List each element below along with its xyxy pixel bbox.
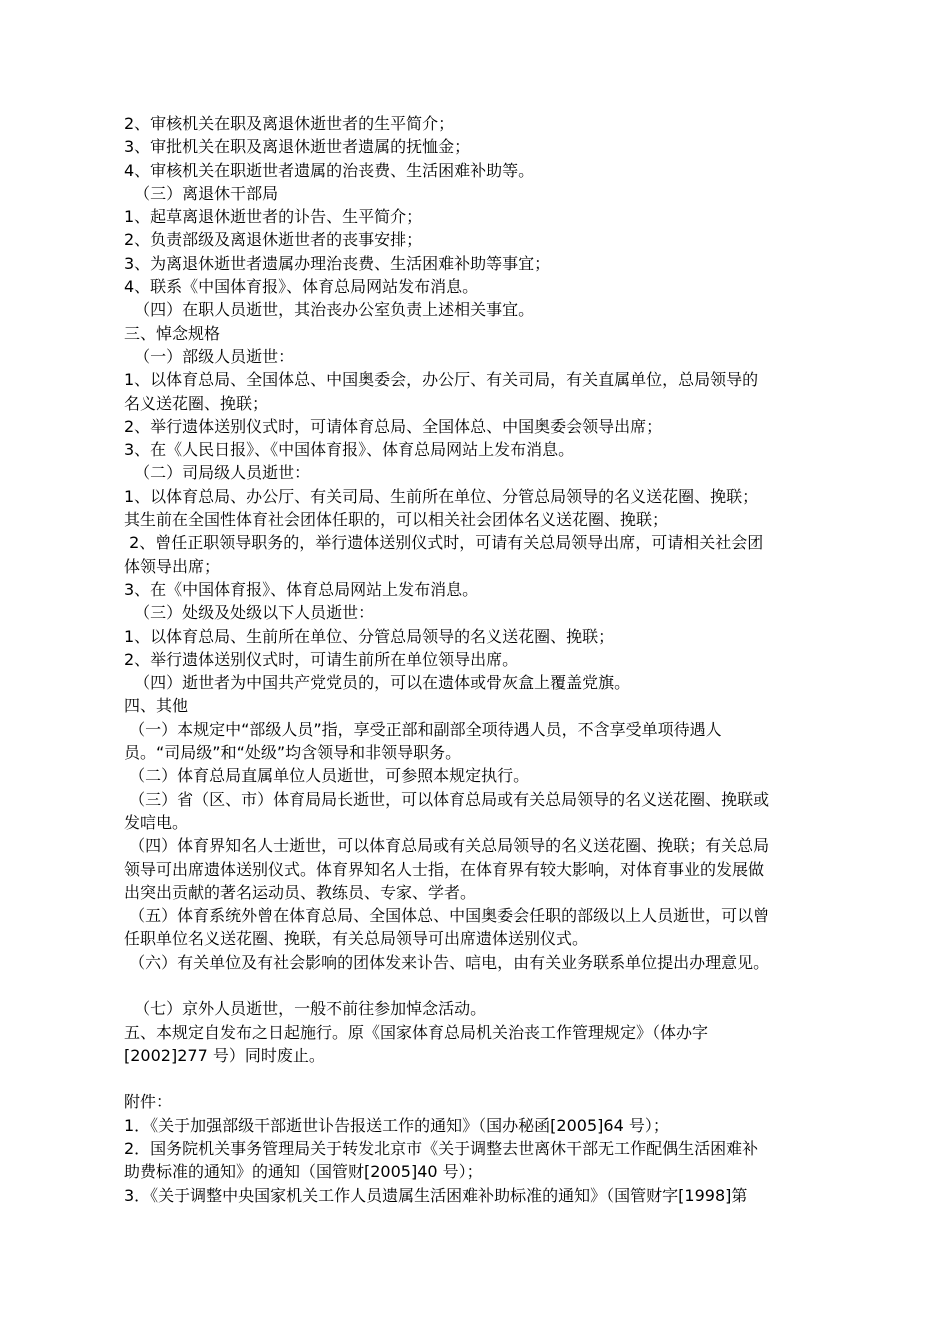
text-line: 4、审核机关在职逝世者遗属的治丧费、生活困难补助等。 (124, 160, 535, 180)
text-line: 3、为离退休逝世者遗属办理治丧费、生活困难补助等事宜； (124, 253, 551, 273)
text-line: （四）逝世者为中国共产党党员的，可以在遗体或骨灰盒上覆盖党旗。 (124, 673, 631, 693)
text-line: [2002]277 号）同时废止。 (124, 1045, 325, 1065)
text-line: 三、悼念规格 (124, 323, 221, 343)
text-line: 附件： (124, 1092, 173, 1112)
blank-line (124, 974, 830, 997)
text-line: （二）司局级人员逝世： (124, 463, 311, 483)
text-line: （一）本规定中“部级人员”指，享受正部和副部全项待遇人员，不含享受单项待遇人 (124, 719, 722, 739)
text-line: 3、在《人民日报》、《中国体育报》、体育总局网站上发布消息。 (124, 440, 575, 460)
text-line: 1、以体育总局、全国体总、中国奥委会，办公厅、有关司局，有关直属单位，总局领导的 (124, 370, 759, 390)
text-line: （三）省（区、市）体育局局长逝世，可以体育总局或有关总局领导的名义送花圈、挽联或 (124, 789, 770, 809)
text-line: （四）在职人员逝世，其治丧办公室负责上述相关事宜。 (124, 300, 535, 320)
text-line: 3．《关于调整中央国家机关工作人员遗属生活困难补助标准的通知》（国管财字[1998]第 (124, 1185, 748, 1205)
document-body (124, 112, 830, 1207)
text-line: 4、联系《中国体育报》、体育总局网站发布消息。 (124, 277, 479, 297)
text-line: 1、以体育总局、办公厅、有关司局、生前所在单位、分管总局领导的名义送花圈、挽联； (124, 486, 759, 506)
text-line: （四）体育界知名人士逝世，可以体育总局或有关总局领导的名义送花圈、挽联；有关总局 (124, 836, 770, 856)
text-line: 名义送花圈、挽联； (124, 393, 269, 413)
text-line: 员。“司局级”和“处级”均含领导和非领导职务。 (124, 743, 462, 763)
text-line: 助费标准的通知》的通知（国管财[2005]40 号）； (124, 1162, 483, 1182)
text-line: 2、审核机关在职及离退休逝世者的生平简介； (124, 114, 455, 133)
text-line: 1．《关于加强部级干部逝世讣告报送工作的通知》（国办秘函[2005]64 号）； (124, 1115, 669, 1135)
text-line: （三）处级及处级以下人员逝世： (124, 603, 375, 623)
text-line: 3、在《中国体育报》、体育总局网站上发布消息。 (124, 579, 479, 599)
text-line: 2．国务院机关事务管理局关于转发北京市《关于调整去世离休干部无工作配偶生活困难补 (124, 1139, 759, 1159)
text-line: 其生前在全国性体育社会团体任职的，可以相关社会团体名义送花圈、挽联； (124, 510, 669, 530)
text-line: 体领导出席； (124, 556, 221, 576)
text-line: 3、审批机关在职及离退休逝世者遗属的抚恤金； (124, 137, 471, 157)
text-line: （六）有关单位及有社会影响的团体发来讣告、唁电，由有关业务联系单位提出办理意见。 (124, 952, 770, 972)
text-line: 出突出贡献的著名运动员、教练员、专家、学者。 (124, 882, 477, 902)
text-line: （三）离退休干部局 (124, 183, 279, 203)
text-line: 2、负责部级及离退休逝世者的丧事安排； (124, 230, 423, 250)
text-line: 2、曾任正职领导职务的，举行遗体送别仪式时，可请有关总局领导出席，可请相关社会团 (124, 533, 764, 553)
text-line: 2、举行遗体送别仪式时，可请生前所在单位领导出席。 (124, 649, 519, 669)
text-line: 领导可出席遗体送别仪式。体育界知名人士指，在体育界有较大影响，对体育事业的发展做 (124, 859, 765, 879)
text-line: 2、举行遗体送别仪式时，可请体育总局、全国体总、中国奥委会领导出席； (124, 416, 663, 436)
text-line: 五、本规定自发布之日起施行。原《国家体育总局机关治丧工作管理规定》（体办字 (124, 1022, 709, 1042)
text-line: 任职单位名义送花圈、挽联，有关总局领导可出席遗体送别仪式。 (124, 929, 589, 949)
text-line: 四、其他 (124, 696, 189, 716)
text-line: （二）体育总局直属单位人员逝世，可参照本规定执行。 (124, 766, 530, 786)
blank-line (124, 1067, 830, 1090)
text-line: 发唁电。 (124, 812, 189, 832)
text-line: 1、以体育总局、生前所在单位、分管总局领导的名义送花圈、挽联； (124, 626, 615, 646)
text-line: （五）体育系统外曾在体育总局、全国体总、中国奥委会任职的部级以上人员逝世，可以曾 (124, 906, 770, 926)
text-line: （一）部级人员逝世： (124, 346, 295, 366)
text-line: （七）京外人员逝世，一般不前往参加悼念活动。 (124, 999, 487, 1019)
text-line: 1、起草离退休逝世者的讣告、生平简介； (124, 207, 423, 227)
